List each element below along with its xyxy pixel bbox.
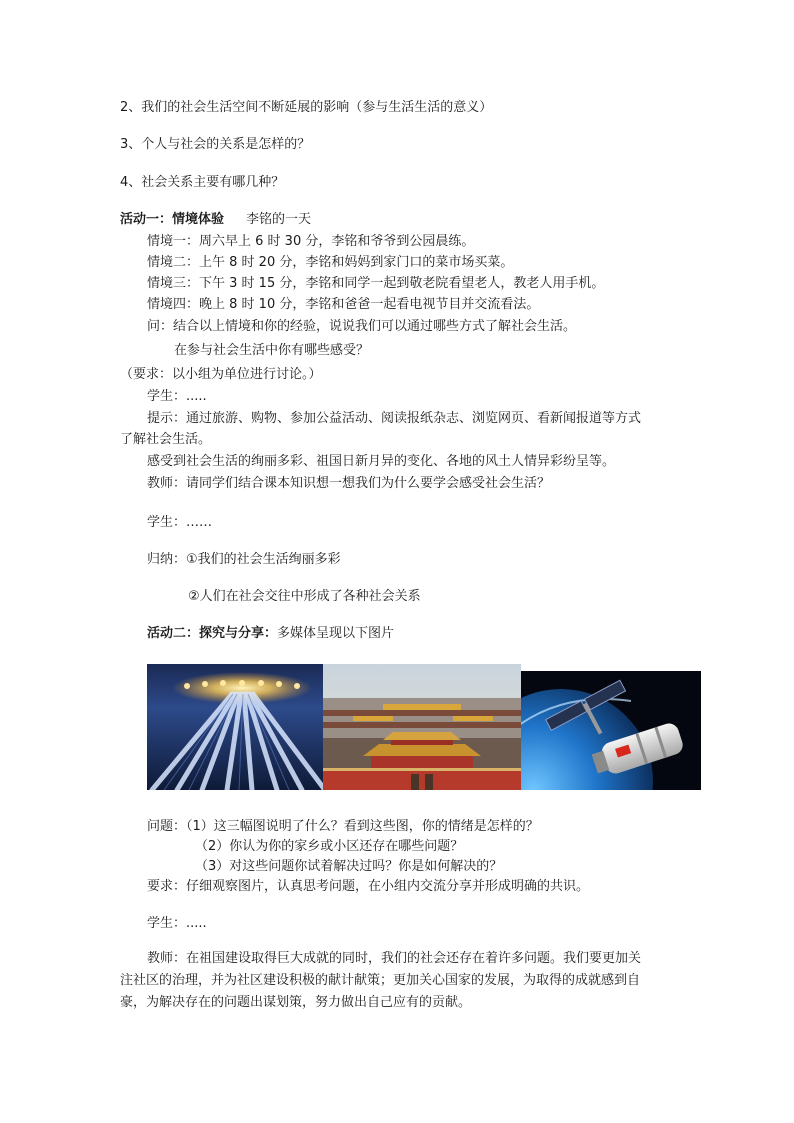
- hint-text-cont: 了解社会生活。: [120, 432, 212, 447]
- question-4: 4、社会关系主要有哪几种？: [120, 175, 285, 190]
- forbidden-city-photo: [323, 664, 521, 790]
- space-station-photo: [521, 671, 701, 790]
- teacher-summary-end: 豪，为解决存在的问题出谋划策，努力做出自己应有的贡献。: [120, 995, 472, 1010]
- activity2-title: [147, 625, 394, 643]
- summary-point-1: 归纳：①我们的社会生活绚丽多彩: [147, 552, 341, 567]
- student-answer-3: 学生：.....: [147, 916, 207, 931]
- problem-2: （2）你认为你的家乡或小区还存在哪些问题？: [195, 839, 464, 854]
- problem-1: 问题：（1）这三幅图说明了什么？看到这些图，你的情绪是怎样的？: [147, 819, 539, 834]
- discussion-question-cont: 在参与社会生活中你有哪些感受？: [174, 343, 370, 358]
- scene-3: 情境三：下午 3 时 15 分，李铭和同学一起到敬老院看望老人，教老人用手机。: [147, 276, 605, 291]
- scene-2: 情境二：上午 8 时 20 分，李铭和妈妈到家门口的菜市场买菜。: [147, 255, 514, 270]
- hint-text: 提示：通过旅游、购物、参加公益活动、阅读报纸杂志、浏览网页、看新闻报道等方式: [147, 411, 642, 426]
- teacher-question: 教师：请同学们结合课本知识想一想我们为什么要学会感受社会生活？: [147, 476, 551, 491]
- teacher-summary: 教师：在祖国建设取得巨大成就的同时，我们的社会还存在着许多问题。我们要更加关: [147, 951, 642, 966]
- activity1-subtitle: 李铭的一天: [246, 212, 312, 227]
- question-3: 3、个人与社会的关系是怎样的？: [120, 137, 311, 152]
- scene-4: 情境四：晚上 8 时 10 分，李铭和爸爸一起看电视节目并交流看法。: [147, 297, 540, 312]
- student-answer-1: 学生：.....: [147, 389, 207, 404]
- problem-3: （3）对这些问题你试着解决过吗？你是如何解决的？: [195, 859, 503, 874]
- activity1-heading: 活动一：情境体验: [120, 212, 225, 227]
- student-answer-2: 学生：……: [147, 515, 213, 530]
- group-requirement: （要求：以小组为单位进行讨论。）: [120, 367, 322, 382]
- feeling-text: 感受到社会生活的绚丽多彩、祖国日新月异的变化、各地的风土人情异彩纷呈等。: [147, 454, 616, 469]
- scene-1: 情境一：周六早上 6 时 30 分，李铭和爷爷到公园晨练。: [147, 234, 475, 249]
- activity2-requirement: 要求：仔细观察图片，认真思考问题，在小组内交流分享并形成明确的共识。: [147, 879, 590, 894]
- question-2: 2、我们的社会生活空间不断延展的影响（参与生活生活的意义）: [120, 100, 493, 115]
- activity1-title: [120, 211, 311, 229]
- discussion-question: 问：结合以上情境和你的经验，说说我们可以通过哪些方式了解社会生活。: [147, 319, 577, 334]
- teacher-summary-cont: 注社区的治理，并为社区建设积极的献计献策；更加关心国家的发展，为取得的成就感到自: [120, 973, 641, 988]
- train-depot-photo: [147, 664, 323, 790]
- summary-point-2: ②人们在社会交往中形成了各种社会关系: [188, 589, 421, 604]
- activity2-heading: 活动二：探究与分享：: [147, 626, 278, 641]
- activity2-heading-rest: 多媒体呈现以下图片: [277, 626, 395, 641]
